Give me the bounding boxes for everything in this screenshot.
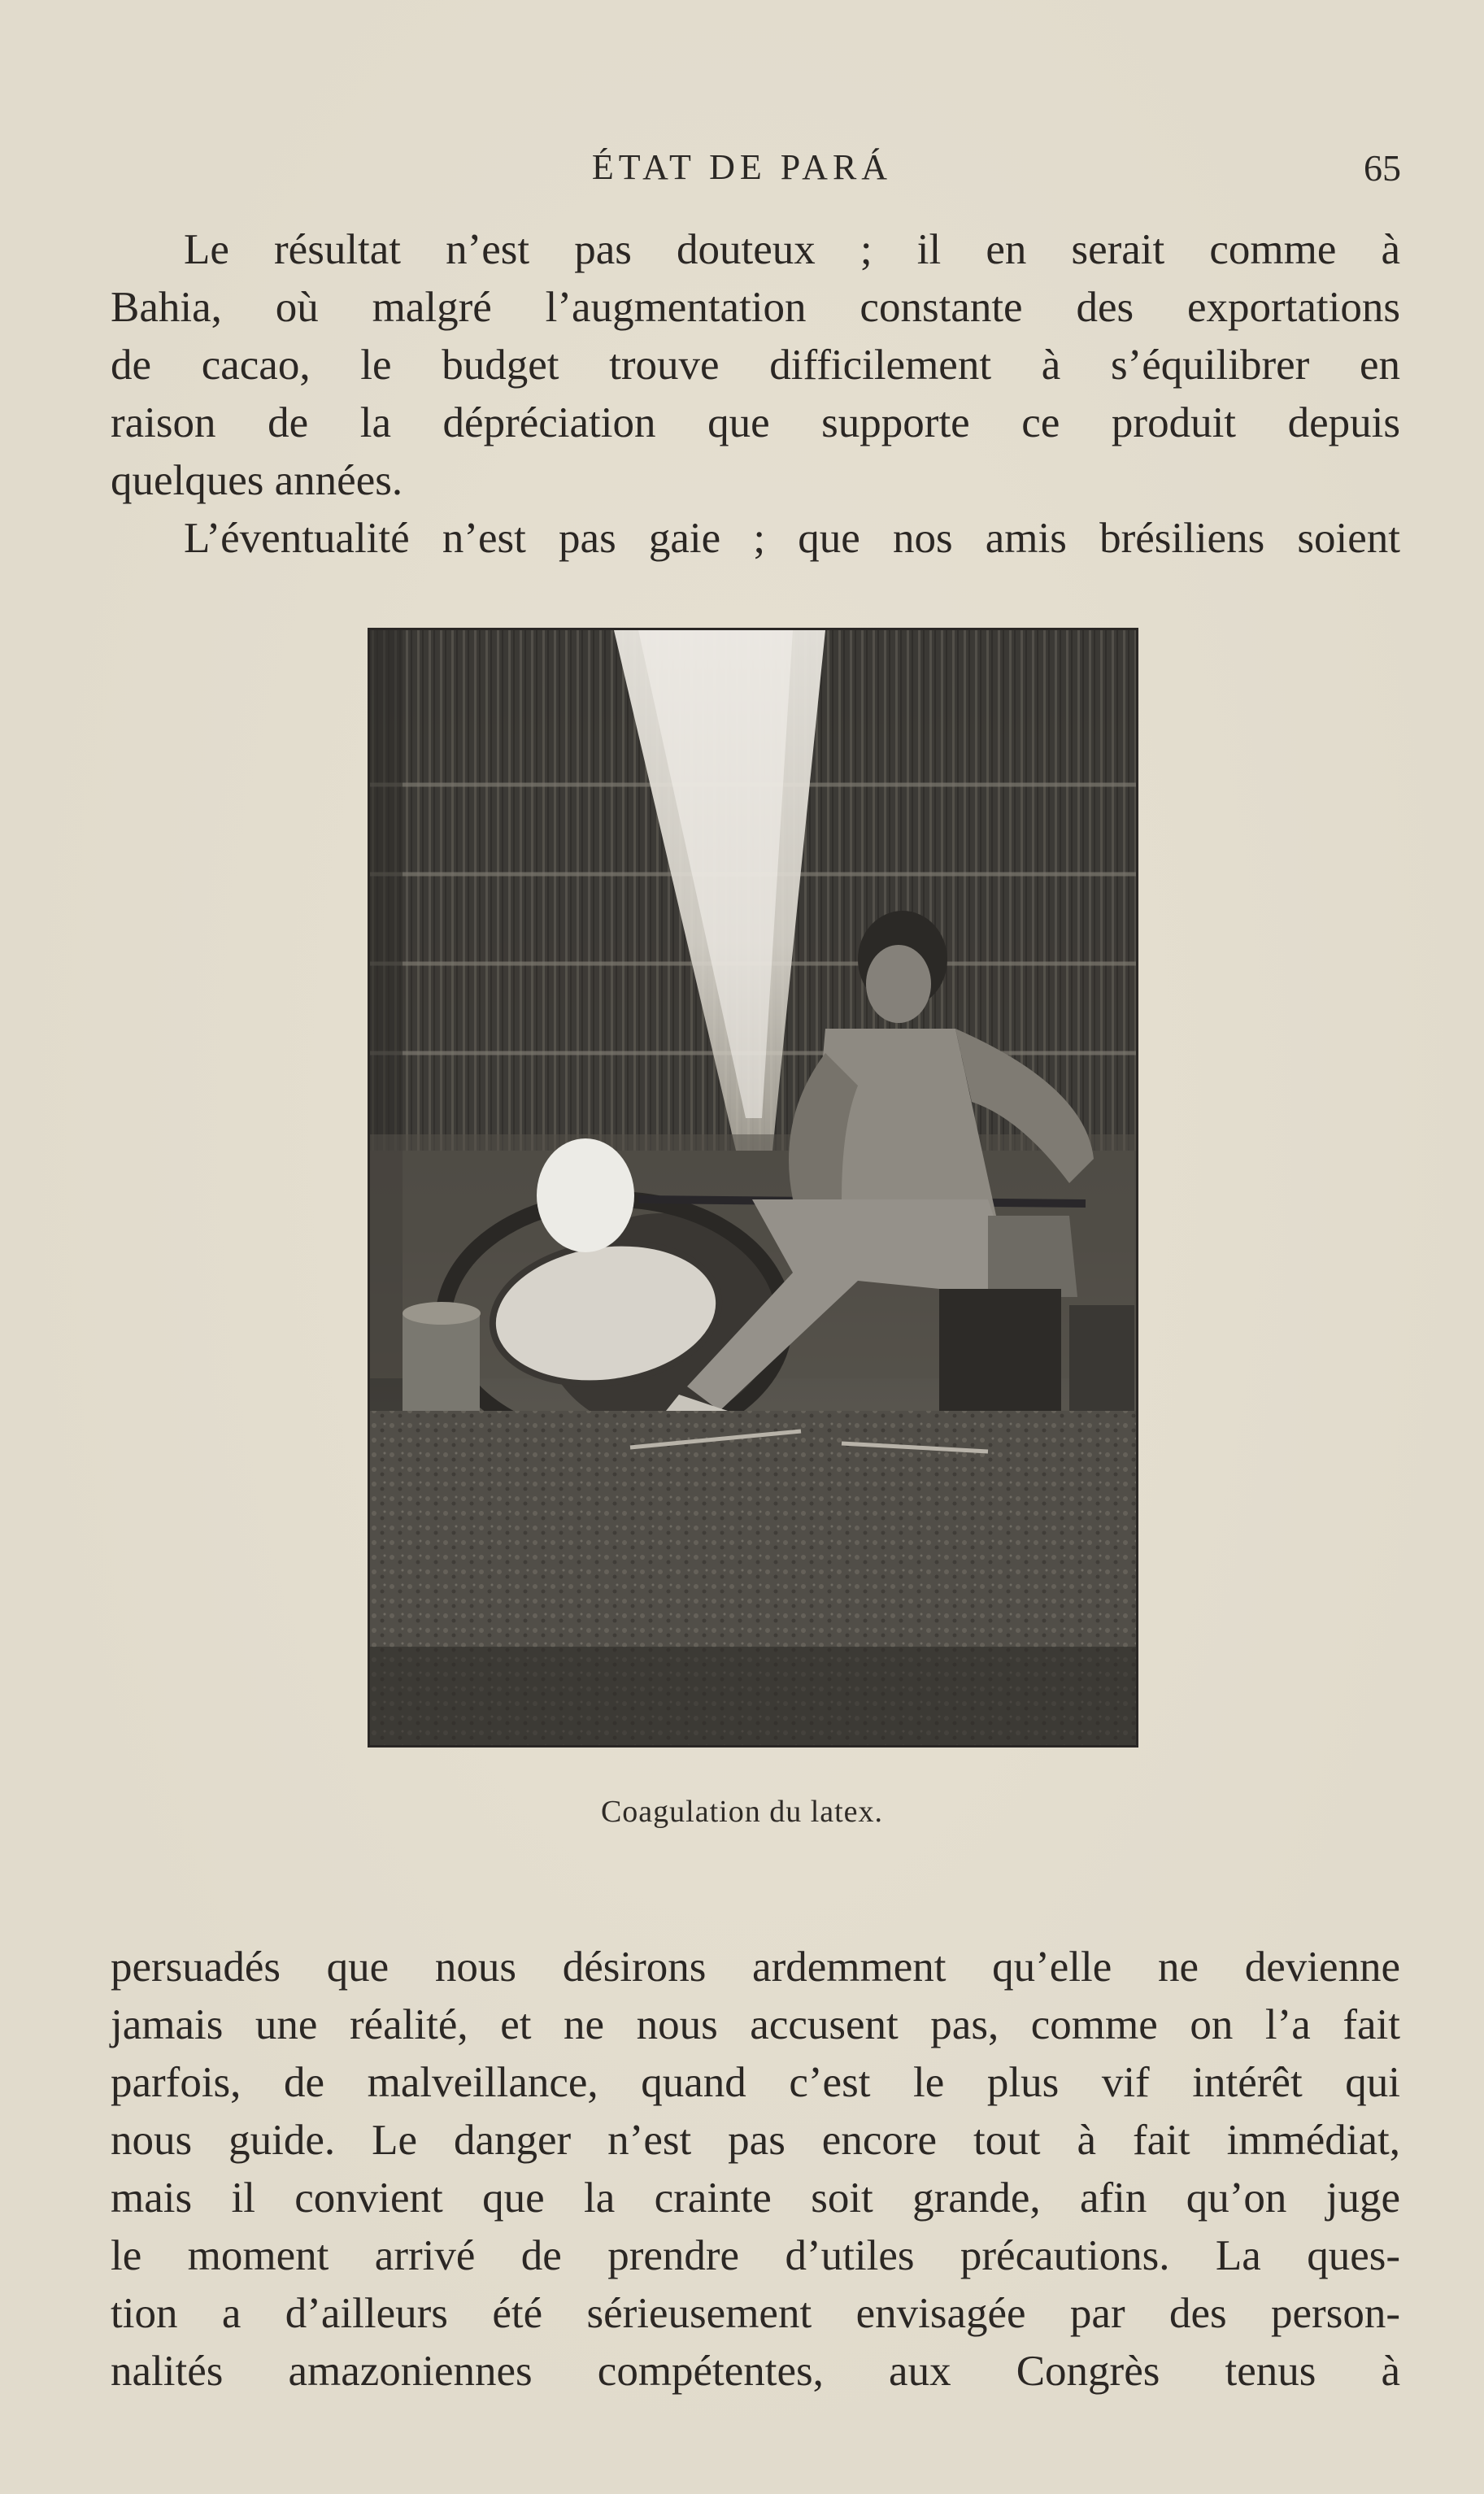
text-line: nous guide. Le danger n’est pas encore tout à fait immédiat,: [111, 2117, 1400, 2164]
photograph-illustration: [370, 630, 1136, 1745]
running-title: ÉTAT DE PARÁ: [591, 147, 893, 187]
text-line: persuadés que nous désirons ardemment qu’elle ne devienne: [111, 1943, 1400, 1991]
text-line: quelques années.: [111, 457, 403, 504]
text-line: Le résultat n’est pas douteux ; il en serait comme à: [184, 226, 1400, 273]
page-number: 65: [1364, 147, 1401, 189]
paragraph-bottom: [111, 1939, 1400, 2400]
figure-caption: Coagulation du latex.: [600, 1795, 884, 1829]
text-line: Bahia, où malgré l’augmentation constante des exportations: [111, 284, 1400, 331]
text-line: de cacao, le budget trouve difficilement à s’équilibrer en: [111, 342, 1400, 389]
text-line: jamais une réalité, et ne nous accusent pas, comme on l’a fait: [111, 2001, 1400, 2048]
text-line: le moment arrivé de prendre d’utiles précautions. La ques-: [111, 2232, 1400, 2279]
text-line: parfois, de malveillance, quand c’est le plus vif intérêt qui: [111, 2059, 1400, 2106]
running-header: [0, 146, 1484, 195]
text-line: mais il convient que la crainte soit grande, afin qu’on juge: [111, 2174, 1400, 2222]
paragraph-top: [111, 221, 1400, 568]
text-line: nalités amazoniennes compétentes, aux Congrès tenus à: [111, 2348, 1400, 2395]
text-line: L’éventualité n’est pas gaie ; que nos amis brésiliens soient: [184, 515, 1400, 562]
photograph-latex-coagulation: [368, 628, 1138, 1748]
text-line: tion a d’ailleurs été sérieusement envisagée par des person-: [111, 2290, 1400, 2337]
text-line: raison de la dépréciation que supporte ce produit depuis: [111, 399, 1400, 446]
